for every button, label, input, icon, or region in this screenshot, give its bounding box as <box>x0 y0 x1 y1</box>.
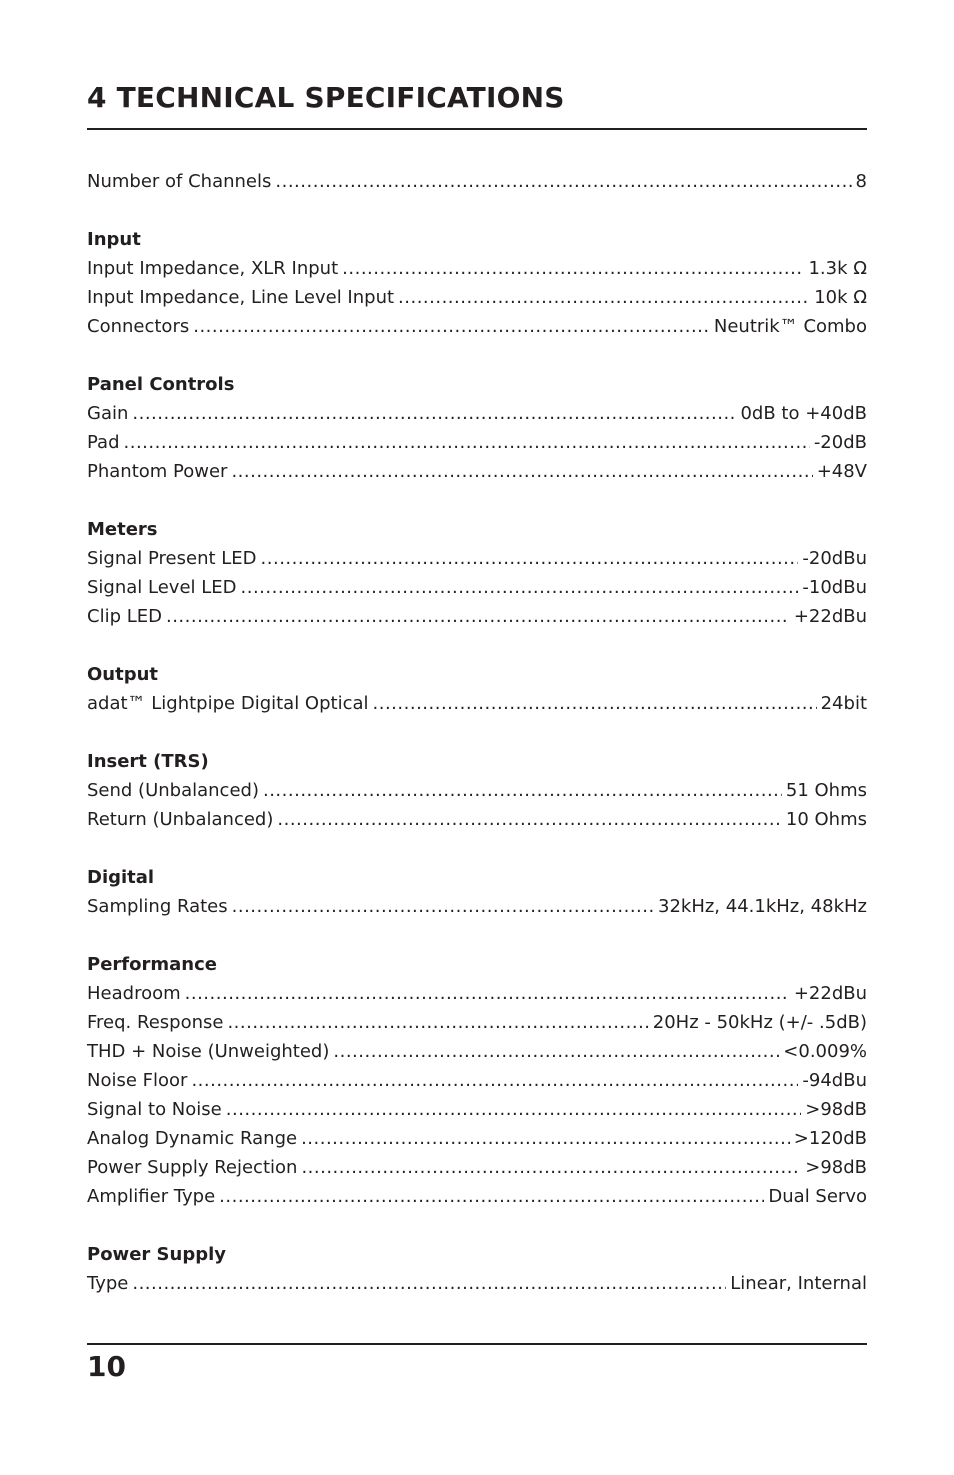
spec-label: Signal Level LED <box>87 577 237 598</box>
spec-row <box>87 573 867 602</box>
spec-label: Send (Unbalanced) <box>87 780 259 801</box>
dot-leader <box>124 428 810 457</box>
section-heading: Input <box>87 229 141 250</box>
dot-leader <box>191 1066 798 1095</box>
spec-value: +22dBu <box>793 983 867 1004</box>
dot-leader <box>275 167 851 196</box>
title-rule <box>87 128 867 130</box>
dot-leader <box>263 776 782 805</box>
spec-row-number-of-channels <box>87 167 867 196</box>
spec-value: -94dBu <box>802 1070 867 1091</box>
dot-leader <box>185 979 790 1008</box>
dot-leader <box>132 1269 726 1298</box>
dot-leader <box>232 892 654 921</box>
spec-label: Connectors <box>87 316 190 337</box>
spec-label: Power Supply Rejection <box>87 1157 298 1178</box>
spec-value: -20dB <box>813 432 867 453</box>
dot-leader <box>301 1153 801 1182</box>
spec-row <box>87 428 867 457</box>
section-heading: Performance <box>87 954 217 975</box>
spec-label: adat™ Lightpipe Digital Optical <box>87 693 369 714</box>
dot-leader <box>373 689 817 718</box>
dot-leader <box>227 1008 648 1037</box>
spec-label: THD + Noise (Unweighted) <box>87 1041 330 1062</box>
spec-row <box>87 312 867 341</box>
spec-label: Clip LED <box>87 606 162 627</box>
spec-label: Sampling Rates <box>87 896 228 917</box>
dot-leader <box>277 805 782 834</box>
spec-value: +22dBu <box>793 606 867 627</box>
spec-label: Signal to Noise <box>87 1099 222 1120</box>
spec-value: 24bit <box>820 693 867 714</box>
spec-value: <0.009% <box>783 1041 867 1062</box>
dot-leader <box>226 1095 801 1124</box>
dot-leader <box>301 1124 790 1153</box>
spec-row <box>87 979 867 1008</box>
spec-list <box>87 167 867 1298</box>
spec-value: >120dB <box>793 1128 867 1149</box>
spec-row <box>87 457 867 486</box>
spec-value: 1.3k Ω <box>808 258 867 279</box>
dot-leader <box>219 1182 764 1211</box>
spec-label: Pad <box>87 432 120 453</box>
spec-value: >98dB <box>805 1099 867 1120</box>
spec-row <box>87 1182 867 1211</box>
section-heading: Meters <box>87 519 158 540</box>
spec-value: Dual Servo <box>768 1186 867 1207</box>
spec-value: 20Hz - 50kHz (+/- .5dB) <box>652 1012 867 1033</box>
spec-row <box>87 254 867 283</box>
spec-value: 10 Ohms <box>785 809 867 830</box>
dot-leader <box>132 399 736 428</box>
spec-label: Freq. Response <box>87 1012 224 1033</box>
spec-row <box>87 1095 867 1124</box>
spec-value: Linear, Internal <box>730 1273 867 1294</box>
spec-row <box>87 1066 867 1095</box>
footer-rule <box>87 1343 867 1345</box>
spec-value: 0dB to +40dB <box>740 403 867 424</box>
dot-leader <box>231 457 812 486</box>
section-heading: Power Supply <box>87 1244 226 1265</box>
spec-label: Headroom <box>87 983 181 1004</box>
spec-row <box>87 399 867 428</box>
spec-row <box>87 805 867 834</box>
section-heading: Insert (TRS) <box>87 751 209 772</box>
spec-label: Amplifier Type <box>87 1186 216 1207</box>
spec-label: Number of Channels <box>87 171 272 192</box>
spec-value: 32kHz, 44.1kHz, 48kHz <box>658 896 867 917</box>
spec-row <box>87 689 867 718</box>
spec-row <box>87 602 867 631</box>
spec-row <box>87 283 867 312</box>
spec-value: +48V <box>816 461 867 482</box>
section-heading: Panel Controls <box>87 374 235 395</box>
spec-label: Return (Unbalanced) <box>87 809 274 830</box>
page-number: 10 <box>87 1350 126 1383</box>
spec-value: -10dBu <box>802 577 867 598</box>
spec-label: Input Impedance, XLR Input <box>87 258 339 279</box>
spec-value: >98dB <box>805 1157 867 1178</box>
spec-label: Analog Dynamic Range <box>87 1128 298 1149</box>
dot-leader <box>241 573 799 602</box>
section-heading: Output <box>87 664 159 685</box>
spec-row <box>87 1008 867 1037</box>
spec-value: Neutrik™ Combo <box>713 316 867 337</box>
spec-label: Gain <box>87 403 129 424</box>
dot-leader <box>398 283 810 312</box>
spec-label: Noise Floor <box>87 1070 188 1091</box>
section-heading: Digital <box>87 867 155 888</box>
spec-label: Type <box>87 1273 129 1294</box>
spec-label: Phantom Power <box>87 461 228 482</box>
spec-row <box>87 544 867 573</box>
spec-row <box>87 1037 867 1066</box>
spec-row <box>87 776 867 805</box>
spec-row <box>87 892 867 921</box>
dot-leader <box>193 312 710 341</box>
spec-value: 8 <box>855 171 867 192</box>
spec-value: 10k Ω <box>814 287 867 308</box>
page-title: 4 TECHNICAL SPECIFICATIONS <box>87 81 565 114</box>
dot-leader <box>166 602 790 631</box>
spec-row <box>87 1269 867 1298</box>
spec-row <box>87 1153 867 1182</box>
dot-leader <box>333 1037 779 1066</box>
spec-value: 51 Ohms <box>785 780 867 801</box>
spec-label: Input Impedance, Line Level Input <box>87 287 395 308</box>
spec-label: Signal Present LED <box>87 548 257 569</box>
dot-leader <box>261 544 799 573</box>
spec-row <box>87 1124 867 1153</box>
spec-value: -20dBu <box>802 548 867 569</box>
dot-leader <box>342 254 804 283</box>
